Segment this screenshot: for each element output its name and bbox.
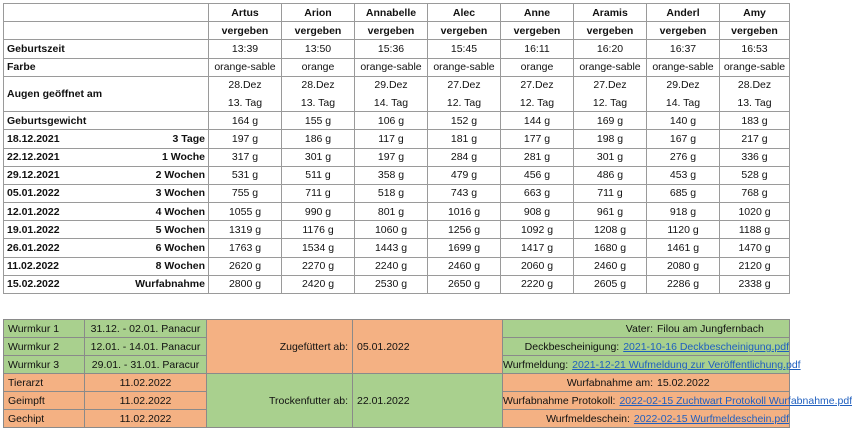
row-farbe: [4, 58, 790, 76]
color: orange-sable: [720, 58, 790, 76]
weight-value: 990 g: [282, 203, 355, 221]
wurfmeldeschein-link[interactable]: 2022-02-15 Wurfmeldeschein.pdf: [633, 412, 789, 425]
weight-value: 2460 g: [574, 257, 647, 275]
weight-value: 2800 g: [209, 275, 282, 293]
weight-value: 2286 g: [647, 275, 720, 293]
row-augen-date: [4, 76, 790, 94]
weight-value: 1016 g: [428, 203, 501, 221]
weight-value: 2530 g: [355, 275, 428, 293]
weight-value: 276 g: [647, 148, 720, 166]
wurmkur-2-value: 12.01. - 14.01. Panacur: [85, 338, 207, 356]
color: orange-sable: [355, 58, 428, 76]
row-label: Farbe: [4, 58, 209, 76]
wurfmeldeschein-label: Wurfmeldeschein:: [546, 412, 630, 425]
eyes-open-day: 12. Tag: [574, 94, 647, 112]
eyes-open-date: 27.Dez: [428, 76, 501, 94]
puppy-weight-table: [3, 3, 790, 294]
weight-value: 2270 g: [282, 257, 355, 275]
puppy-name: Anne: [501, 4, 574, 22]
weight-value: 197 g: [209, 130, 282, 148]
birth-time: 15:36: [355, 40, 428, 58]
puppy-name: Annabelle: [355, 4, 428, 22]
weigh-date: 12.01.2022: [4, 203, 103, 221]
weight-value: 1680 g: [574, 239, 647, 257]
weight-value: 1699 g: [428, 239, 501, 257]
weight-value: 1763 g: [209, 239, 282, 257]
weigh-age: 4 Wochen: [103, 203, 209, 221]
row-label: Geburtszeit: [4, 40, 209, 58]
birth-weight: 144 g: [501, 112, 574, 130]
weight-value: 197 g: [355, 148, 428, 166]
weigh-age: 6 Wochen: [103, 239, 209, 257]
puppy-name: Artus: [209, 4, 282, 22]
weight-value: 685 g: [647, 184, 720, 202]
weight-value: 1534 g: [282, 239, 355, 257]
weight-value: 1470 g: [720, 239, 790, 257]
gechipt-label: Gechipt: [4, 410, 85, 428]
weight-value: 1208 g: [574, 221, 647, 239]
weight-value: 961 g: [574, 203, 647, 221]
weight-value: 167 g: [647, 130, 720, 148]
color: orange-sable: [209, 58, 282, 76]
row-geburtszeit: [4, 40, 790, 58]
weight-value: 528 g: [720, 166, 790, 184]
weight-value: 301 g: [282, 148, 355, 166]
color: orange: [282, 58, 355, 76]
weigh-date: 29.12.2021: [4, 166, 103, 184]
weight-value: 1188 g: [720, 221, 790, 239]
corner-cell: [4, 22, 209, 40]
weight-value: 1055 g: [209, 203, 282, 221]
puppy-status: vergeben: [720, 22, 790, 40]
wurfmeldung-label: Wurfmeldung:: [503, 358, 569, 371]
weigh-age: 3 Tage: [103, 130, 209, 148]
weight-value: 1443 g: [355, 239, 428, 257]
wurmkur-3-label: Wurmkur 3: [4, 356, 85, 374]
zugefuettert-label: Zugefüttert ab:: [207, 320, 353, 374]
wurfmeldung-link[interactable]: 2021-12-21 Wufmeldung zur Veröffentlichung.pdf: [572, 358, 801, 371]
weight-value: 317 g: [209, 148, 282, 166]
weight-row: [4, 166, 790, 184]
weigh-age: Wurfabnahme: [103, 275, 209, 293]
weigh-date: 26.01.2022: [4, 239, 103, 257]
weight-value: 1176 g: [282, 221, 355, 239]
corner-cell: [4, 4, 209, 22]
weight-value: 908 g: [501, 203, 574, 221]
weight-value: 801 g: [355, 203, 428, 221]
weight-value: 2460 g: [428, 257, 501, 275]
puppy-status: vergeben: [282, 22, 355, 40]
weight-value: 2605 g: [574, 275, 647, 293]
puppy-name: Amy: [720, 4, 790, 22]
geimpft-value: 11.02.2022: [85, 392, 207, 410]
eyes-open-day: 14. Tag: [355, 94, 428, 112]
birth-weight: 140 g: [647, 112, 720, 130]
puppy-name: Arion: [282, 4, 355, 22]
weight-value: 2120 g: [720, 257, 790, 275]
row-label: Augen geöffnet am: [4, 76, 209, 111]
wurfabnahme-am-label: Wurfabnahme am:: [566, 376, 653, 389]
weight-value: 177 g: [501, 130, 574, 148]
eyes-open-date: 28.Dez: [282, 76, 355, 94]
weight-value: 711 g: [282, 184, 355, 202]
weigh-date: 05.01.2022: [4, 184, 103, 202]
weight-value: 743 g: [428, 184, 501, 202]
birth-weight: 155 g: [282, 112, 355, 130]
birth-time: 15:45: [428, 40, 501, 58]
weight-value: 301 g: [574, 148, 647, 166]
weight-value: 2650 g: [428, 275, 501, 293]
weigh-age: 1 Woche: [103, 148, 209, 166]
litter-info-table: [3, 319, 852, 428]
weight-value: 518 g: [355, 184, 428, 202]
eyes-open-day: 14. Tag: [647, 94, 720, 112]
eyes-open-date: 29.Dez: [355, 76, 428, 94]
weight-row: [4, 221, 790, 239]
weight-row: [4, 203, 790, 221]
deckbescheinigung-label: Deckbescheinigung:: [524, 340, 620, 353]
puppy-name: Aramis: [574, 4, 647, 22]
weight-value: 117 g: [355, 130, 428, 148]
weight-value: 281 g: [501, 148, 574, 166]
weight-value: 217 g: [720, 130, 790, 148]
color: orange-sable: [574, 58, 647, 76]
eyes-open-date: 27.Dez: [574, 76, 647, 94]
birth-time: 13:50: [282, 40, 355, 58]
deckbescheinigung-link[interactable]: 2021-10-16 Deckbescheinigung.pdf: [623, 340, 789, 353]
weight-value: 456 g: [501, 166, 574, 184]
wurmkur-2-label: Wurmkur 2: [4, 338, 85, 356]
weight-value: 1060 g: [355, 221, 428, 239]
vater-label: Vater:: [625, 322, 653, 335]
weight-value: 1092 g: [501, 221, 574, 239]
weight-value: 479 g: [428, 166, 501, 184]
puppy-status: vergeben: [209, 22, 282, 40]
eyes-open-date: 28.Dez: [720, 76, 790, 94]
weight-value: 711 g: [574, 184, 647, 202]
wurfabnahme-protokoll-link[interactable]: 2022-02-15 Zuchtwart Protokoll Wurfabnahme.pdf: [619, 394, 852, 407]
weight-value: 768 g: [720, 184, 790, 202]
wurmkur-1-value: 31.12. - 02.01. Panacur: [85, 320, 207, 338]
eyes-open-date: 29.Dez: [647, 76, 720, 94]
birth-weight: 152 g: [428, 112, 501, 130]
birth-time: 16:53: [720, 40, 790, 58]
weight-value: 1319 g: [209, 221, 282, 239]
vater-value: Filou am Jungfernbach: [657, 322, 764, 335]
weight-value: 1120 g: [647, 221, 720, 239]
weigh-date: 15.02.2022: [4, 275, 103, 293]
weight-row: [4, 275, 790, 293]
weight-row: [4, 148, 790, 166]
weight-value: 2420 g: [282, 275, 355, 293]
weigh-age: 5 Wochen: [103, 221, 209, 239]
weight-value: 918 g: [647, 203, 720, 221]
birth-time: 16:37: [647, 40, 720, 58]
weight-value: 531 g: [209, 166, 282, 184]
weight-value: 755 g: [209, 184, 282, 202]
puppy-status: vergeben: [574, 22, 647, 40]
birth-weight: 183 g: [720, 112, 790, 130]
puppy-name: Alec: [428, 4, 501, 22]
wurmkur-3-value: 29.01. - 31.01. Paracur: [85, 356, 207, 374]
puppy-name: Anderl: [647, 4, 720, 22]
birth-weight: 169 g: [574, 112, 647, 130]
eyes-open-date: 28.Dez: [209, 76, 282, 94]
weigh-date: 18.12.2021: [4, 130, 103, 148]
gechipt-value: 11.02.2022: [85, 410, 207, 428]
geimpft-label: Geimpft: [4, 392, 85, 410]
eyes-open-day: 12. Tag: [428, 94, 501, 112]
birth-time: 16:11: [501, 40, 574, 58]
wurmkur-1-label: Wurmkur 1: [4, 320, 85, 338]
birth-weight: 106 g: [355, 112, 428, 130]
color: orange-sable: [647, 58, 720, 76]
weight-value: 1020 g: [720, 203, 790, 221]
weight-row: [4, 239, 790, 257]
weight-value: 1256 g: [428, 221, 501, 239]
eyes-open-day: 13. Tag: [720, 94, 790, 112]
wurfabnahme-am-value: 15.02.2022: [657, 376, 710, 389]
puppy-status: vergeben: [501, 22, 574, 40]
weigh-age: 3 Wochen: [103, 184, 209, 202]
weight-value: 2080 g: [647, 257, 720, 275]
wurfabnahme-protokoll-label: Wurfabnahme Protokoll:: [503, 394, 616, 407]
eyes-open-day: 13. Tag: [282, 94, 355, 112]
weight-value: 284 g: [428, 148, 501, 166]
weight-value: 2220 g: [501, 275, 574, 293]
tierarzt-value: 11.02.2022: [85, 374, 207, 392]
weight-value: 2620 g: [209, 257, 282, 275]
weigh-date: 19.01.2022: [4, 221, 103, 239]
weight-value: 2338 g: [720, 275, 790, 293]
birth-weight: 164 g: [209, 112, 282, 130]
weight-value: 358 g: [355, 166, 428, 184]
weight-value: 1461 g: [647, 239, 720, 257]
weight-value: 486 g: [574, 166, 647, 184]
row-label: Geburtsgewicht: [4, 112, 209, 130]
birth-time: 16:20: [574, 40, 647, 58]
weight-value: 1417 g: [501, 239, 574, 257]
zugefuettert-value: 05.01.2022: [353, 320, 503, 374]
eyes-open-day: 12. Tag: [501, 94, 574, 112]
weight-value: 511 g: [282, 166, 355, 184]
eyes-open-day: 13. Tag: [209, 94, 282, 112]
puppy-status: vergeben: [428, 22, 501, 40]
weigh-date: 11.02.2022: [4, 257, 103, 275]
weight-value: 181 g: [428, 130, 501, 148]
weight-value: 2240 g: [355, 257, 428, 275]
tierarzt-label: Tierarzt: [4, 374, 85, 392]
eyes-open-date: 27.Dez: [501, 76, 574, 94]
weight-row: [4, 130, 790, 148]
color: orange-sable: [428, 58, 501, 76]
trockenfutter-label: Trockenfutter ab:: [207, 374, 353, 428]
weight-row: [4, 184, 790, 202]
weight-row: [4, 257, 790, 275]
weight-value: 453 g: [647, 166, 720, 184]
puppy-status: vergeben: [355, 22, 428, 40]
color: orange: [501, 58, 574, 76]
weight-value: 336 g: [720, 148, 790, 166]
weight-value: 2060 g: [501, 257, 574, 275]
puppy-status: vergeben: [647, 22, 720, 40]
weight-value: 198 g: [574, 130, 647, 148]
weigh-age: 8 Wochen: [103, 257, 209, 275]
weigh-date: 22.12.2021: [4, 148, 103, 166]
birth-time: 13:39: [209, 40, 282, 58]
weight-value: 186 g: [282, 130, 355, 148]
row-geburtsgewicht: [4, 112, 790, 130]
header-row-status: [4, 22, 790, 40]
header-row-names: [4, 4, 790, 22]
weight-value: 663 g: [501, 184, 574, 202]
weigh-age: 2 Wochen: [103, 166, 209, 184]
trockenfutter-value: 22.01.2022: [353, 374, 503, 428]
